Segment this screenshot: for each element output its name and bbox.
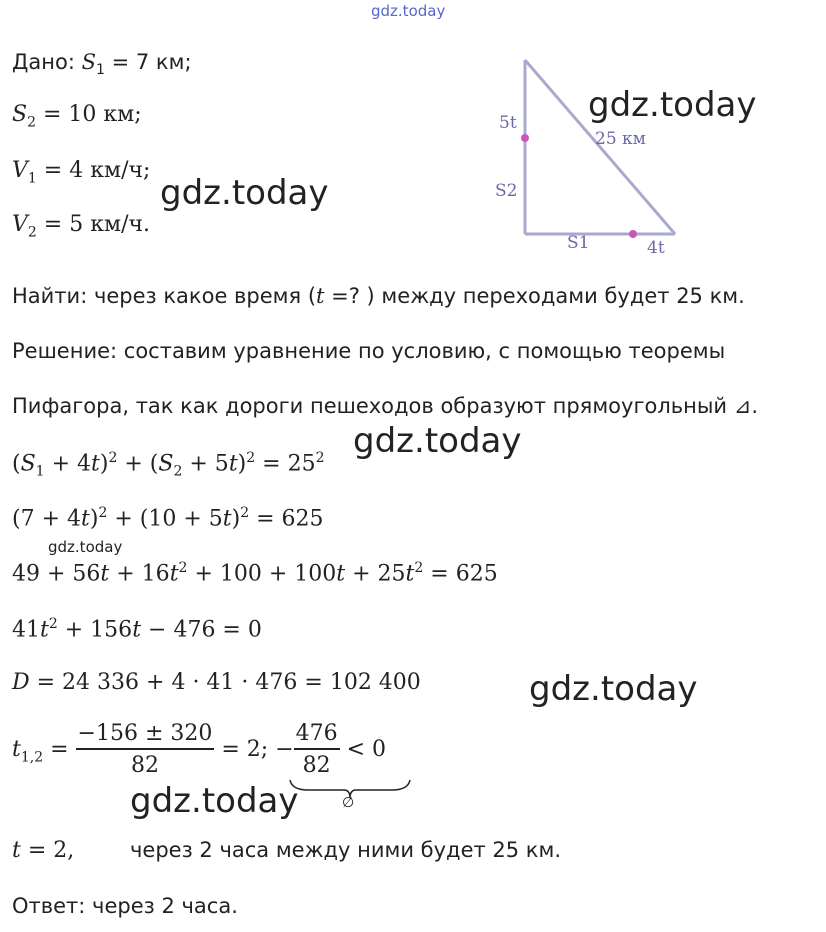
- point-4t: [629, 230, 637, 238]
- watermark-4: gdz.today: [48, 538, 123, 556]
- equation-3: $49 + 56t + 16t^2 + 100 + 100t + 25t^2 = 625$: [12, 560, 498, 587]
- given-v1: $V_1 = 4$ км/ч;: [12, 158, 151, 187]
- watermark-5: gdz.today: [529, 669, 698, 709]
- triangle-diagram: [475, 48, 695, 258]
- given-s2: $S_2 = 10$ км;: [12, 102, 142, 131]
- fraction-roots: $\frac{-156 \pm 320}{82}$: [77, 721, 213, 779]
- label-s2: S2: [495, 181, 518, 201]
- equation-1: $(S_1 + 4t)^2 + (S_2 + 5t)^2 = 25^2$: [12, 450, 325, 480]
- watermark-3: gdz.today: [353, 421, 522, 461]
- solution-line-2: Пифагора, так как дороги пешеходов образуют прямоугольный ⊿.: [12, 394, 759, 418]
- answer-line: Ответ: через 2 часа.: [12, 894, 238, 918]
- label-s1: S1: [567, 233, 590, 253]
- label-25km: 25 км: [595, 129, 646, 149]
- point-5t: [521, 134, 529, 142]
- given-v2: $V_2 = 5$ км/ч.: [12, 212, 151, 241]
- result-text: через 2 часа между ними будет 25 км.: [130, 838, 561, 862]
- equation-discriminant: D = 24 336 + 4 · 41 · 476 = 102 400: [12, 670, 421, 695]
- equation-roots: $t_{1,2}$ = $\frac{-156 \pm 320}{82}$ = 2; − $\frac{476}{82}$ < 0: [12, 721, 387, 779]
- equation-4: $41t^2 + 156t - 476 = 0$: [12, 616, 262, 643]
- equation-result: t = 2,: [12, 838, 75, 863]
- solution-line-1: Решение: составим уравнение по условию, с помощью теоремы: [12, 339, 726, 363]
- label-4t: 4t: [647, 238, 665, 258]
- watermark-top: gdz.today: [371, 2, 446, 20]
- label-5t: 5t: [499, 113, 517, 133]
- watermark-1: gdz.today: [588, 85, 757, 125]
- find-line: Найти: через какое время (t =? ) между переходами будет 25 км.: [12, 284, 745, 308]
- fraction-negative: $\frac{476}{82}$: [295, 721, 338, 779]
- empty-set-symbol: ∅: [342, 795, 355, 811]
- given-label: Дано:: [12, 50, 75, 74]
- watermark-6: gdz.today: [130, 781, 299, 821]
- given-s1: Дано: $S_1 = 7$ км;: [12, 50, 192, 79]
- equation-2: $(7 + 4t)^2 + (10 + 5t)^2 = 625$: [12, 505, 324, 532]
- watermark-2: gdz.today: [160, 173, 329, 213]
